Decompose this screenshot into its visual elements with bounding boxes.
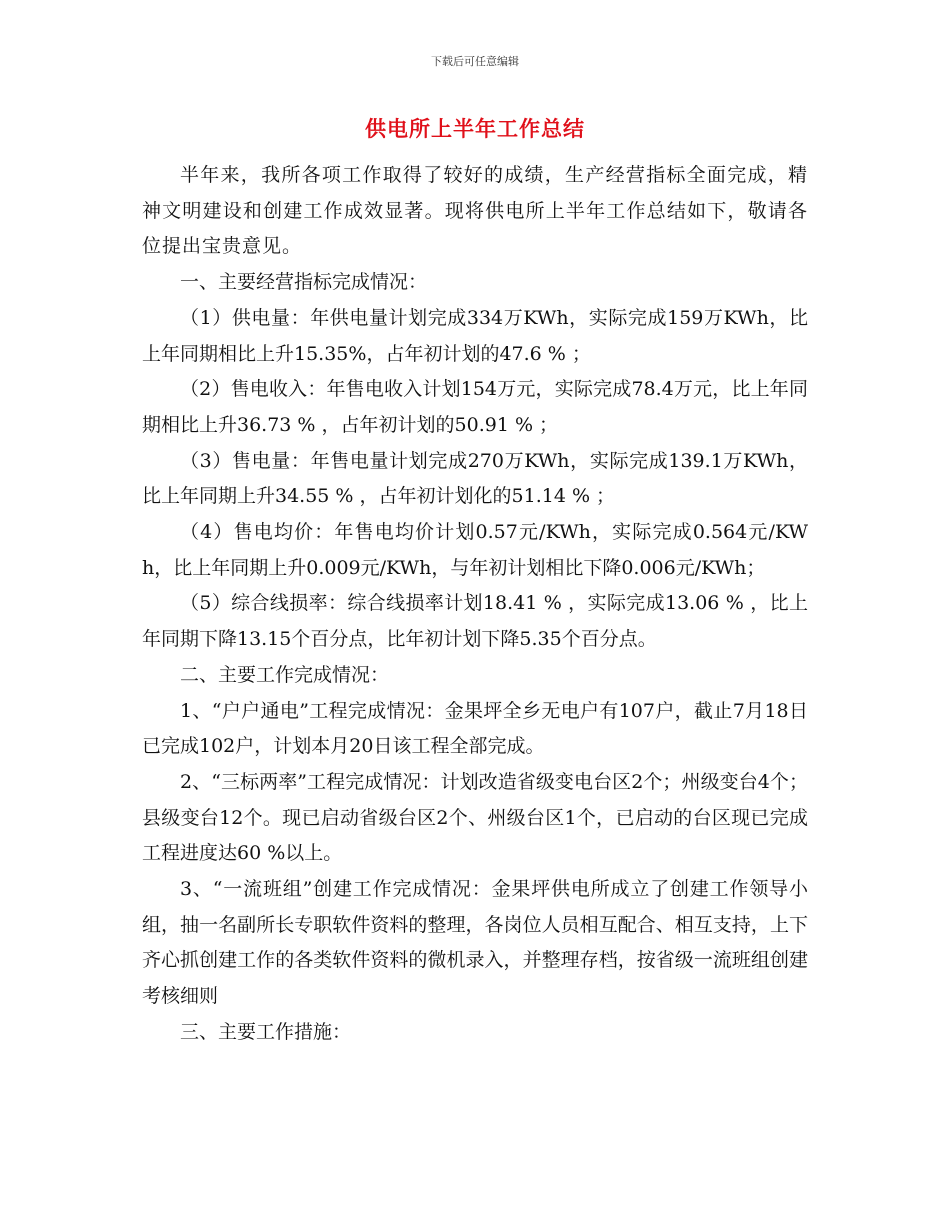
paragraph-three-standards: 2、“三标两率”工程完成情况：计划改造省级变电台区2个；州级变台4个；县级变台12个。现已启动省级台区2个、州级台区1个，已启动的台区现已完成工程进度达60 %以上。	[142, 770, 808, 865]
paragraph-first-class-team: 3、“一流班组”创建工作完成情况：金果坪供电所成立了创建工作领导小组，抽一名副所长专职软件资料的整理，各岗位人员相互配合、相互支持，上下齐心抓创建工作的各类软件资料的微机录入，并整理存档，按省级一流班组创建考核细则	[142, 878, 808, 1008]
section-heading-1: 一、主要经营指标完成情况：	[180, 271, 428, 294]
paragraph-supply-volume: （1）供电量：年供电量计划完成334万KWh，实际完成159万KWh，比上年同期相比上升15.35%，占年初计划的47.6 % ；	[142, 306, 808, 365]
document-title: 供电所上半年工作总结	[365, 117, 585, 141]
paragraph-household-power: 1、“户户通电”工程完成情况：金果坪全乡无电户有107户，截止7月18日已完成102户，计划本月20日该工程全部完成。	[142, 699, 808, 758]
paragraph-intro: 半年来，我所各项工作取得了较好的成绩，生产经营指标全面完成，精神文明建设和创建工作成效显著。现将供电所上半年工作总结如下，敬请各位提出宝贵意见。	[142, 164, 808, 258]
paragraph-sales-revenue: （2）售电收入：年售电收入计划154万元，实际完成78.4万元，比上年同期相比上升36.73 % ，占年初计划的50.91 % ；	[142, 378, 808, 436]
paragraph-line-loss: （5）综合线损率：综合线损率计划18.41 % ，实际完成13.06 % ，比上年同期下降13.15个百分点，比年初计划下降5.35个百分点。	[142, 592, 808, 651]
header-note: 下载后可任意编辑	[431, 55, 519, 68]
section-heading-3: 三、主要工作措施：	[180, 1020, 352, 1043]
section-heading-2: 二、主要工作完成情况：	[180, 663, 390, 686]
document-body	[142, 158, 808, 1051]
paragraph-average-price: （4）售电均价：年售电均价计划0.57元/KWh，实际完成0.564元/KWh，比上年同期上升0.009元/KWh，与年初计划相比下降0.006元/KWh；	[142, 521, 808, 579]
paragraph-sales-volume: （3）售电量：年售电量计划完成270万KWh，实际完成139.1万KWh，比上年同期上升34.55 % ，占年初计划化的51.14 % ；	[142, 449, 808, 508]
